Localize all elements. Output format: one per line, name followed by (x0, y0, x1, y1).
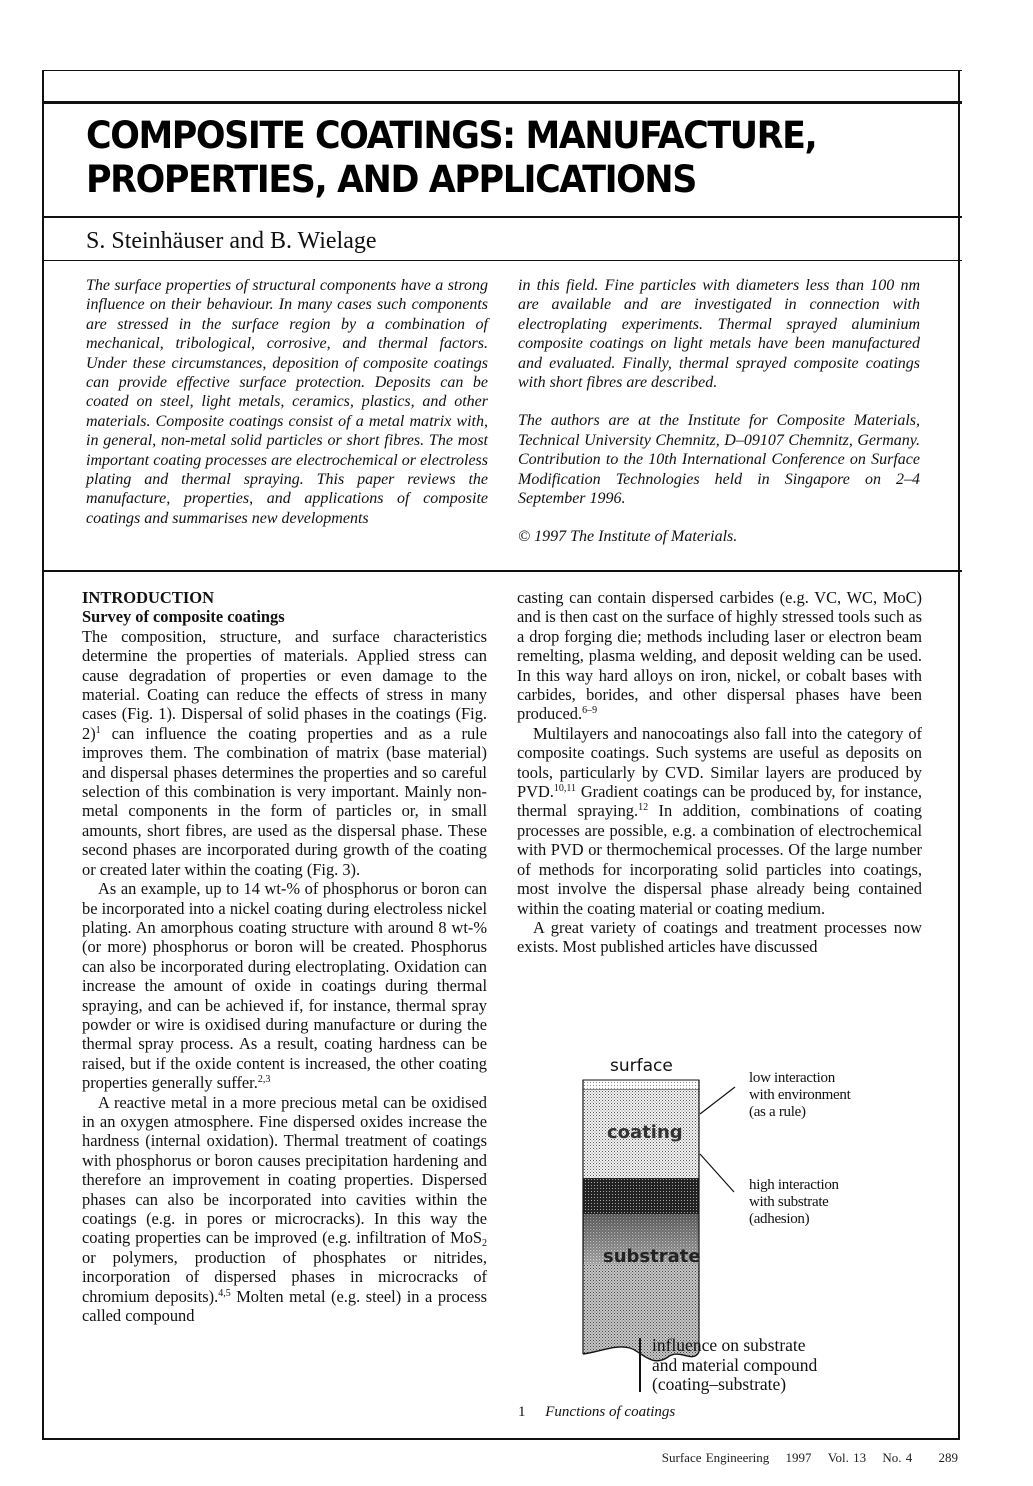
section-heading: INTRODUCTION (82, 588, 215, 607)
body-column-left (82, 588, 487, 1325)
author-affiliation: The authors are at the Institute for Composite Materials, Technical University Chemnitz, D–09107 Chemnitz, Germany. Contribution to the 10th International Conference on Surface Modification Technologies held in Singapore on 2–4 September 1996. (518, 412, 920, 508)
figure-caption (518, 1404, 675, 1421)
annotation-low-interaction: low interaction with environment (as a rule) (749, 1070, 851, 1120)
annotation-influence: influence on substrate and material compound (coating–substrate) (652, 1335, 818, 1394)
influence-bar (639, 1338, 641, 1392)
paragraph: A reactive metal in a more precious metal can be oxidised in an oxygen atmosphere. Fine dispersed oxides increase the hardness (internal oxidation). Thermal treatment of coatings with phosphorus or boron causes precipitation hardening and therefore an improvement in coating properties. Dispersed phases can also be incorporated into cavities within the coatings (e.g. in pores or microcracks). In this way the coating properties can be improved (e.g. infiltration of MoS$_2$ or polymers, production of phosphates or nitrides, incorporation of dispersed phases in microcracks of chromium deposits).$^{4,5}$ Molten metal (e.g. steel) in a process called compound (82, 1092, 487, 1326)
label-surface: surface (610, 1056, 673, 1076)
authors: S. Steinhäuser and B. Wielage (86, 228, 377, 254)
top-rule (42, 70, 962, 71)
paragraph: Multilayers and nanocoatings also fall into the category of composite coatings. Such systems are useful as deposits on tools, particularly by CVD. Similar layers are produced by PVD.$^{10,11}$ Gradient coatings can be produced by, for instance, thermal spraying.$^{12}$ In addition, combinations of coating processes are possible, e.g. a combination of electrochemical with PVD or thermochemical processes. Of the large number of methods for incorporating solid particles into coatings, most involve the dispersal phase already being contained within the coating material or coating medium. (517, 723, 923, 918)
abstract-continued: in this field. Fine particles with diameters less than 100 nm are available and are investigated in connection with electroplating experiments. Thermal sprayed aluminium composite coatings on light metals have been manufactured and evaluated. Finally, thermal sprayed composite coatings with short fibres are described. (518, 277, 920, 392)
pointer-line-high (700, 1154, 734, 1192)
label-coating: coating (607, 1122, 683, 1143)
surface-layer (583, 1080, 699, 1090)
copyright-notice: © 1997 The Institute of Materials. (518, 528, 738, 546)
annotation-high-interaction: high interaction with substrate (adhesion) (749, 1177, 839, 1227)
title-top-rule (42, 101, 962, 104)
pointer-line-low (700, 1087, 735, 1114)
journal-issue: No. 4 (882, 1450, 913, 1465)
page-number: 289 (938, 1450, 958, 1465)
reference-marker[interactable]: 1 (95, 724, 101, 736)
reference-marker[interactable]: 4,5 (218, 1287, 231, 1299)
reference-marker[interactable]: 6–9 (582, 705, 598, 717)
label-substrate: substrate (603, 1246, 701, 1267)
interface-layer (583, 1178, 699, 1214)
abstract-right (518, 276, 920, 547)
figure-number: 1 (518, 1404, 526, 1420)
reference-marker[interactable]: 10,11 (553, 783, 577, 795)
paragraph: casting can contain dispersed carbides (e.g. VC, WC, MoC) and is then cast on the surface of highly stressed tools such as a drop forging die; methods including laser or electron beam remelting, plasma welding, and deposit welding can be used. In this way hard alloys on iron, nickel, or cobalt bases with carbides, borides, and other dispersal phases have been produced.$^{6-9}$ (517, 588, 922, 724)
figure-caption-text: Functions of coatings (545, 1404, 676, 1420)
journal-volume: Vol. 13 (827, 1450, 867, 1465)
title-line-2: PROPERTIES, AND APPLICATIONS (86, 157, 696, 201)
body-column-right (517, 588, 922, 957)
article-title (86, 113, 886, 201)
page-footer (662, 1450, 958, 1466)
figure-1 (560, 1052, 900, 1402)
author-bottom-rule (42, 260, 962, 261)
journal-year: 1997 (785, 1450, 812, 1465)
abstract-bottom-rule (42, 570, 962, 572)
abstract-left: The surface properties of structural components have a strong influence on their behaviour. In many cases such components are stressed in the surface region by a combination of mechanical, tribological, corrosive, and thermal factors. Under these circumstances, deposition of composite coatings can provide effective surface protection. Deposits can be coated on steel, light metals, ceramics, plastics, and other materials. Composite coatings consist of a metal matrix with, in general, non-metal solid particles or short fibres. The most important coating processes are electrochemical or electroless plating and thermal spraying. This paper reviews the manufacture, properties, and applications of composite coatings and summarises new developments (86, 277, 488, 527)
title-line-1: COMPOSITE COATINGS: MANUFACTURE, (86, 113, 817, 157)
reference-marker[interactable]: 2,3 (257, 1074, 271, 1086)
paragraph: The composition, structure, and surface characteristics determine the properties of materials. Applied stress can cause degradation of properties or even damage to the material. Coating can reduce the effects of stress in many cases (Fig. 1). Dispersal of solid phases in the coatings (Fig. 2)$^1$ can influence the coating properties and as a rule improves them. The combination of matrix (base material) and dispersal phases determines the properties and so careful selection of this combination is very important. Mainly non-metal components in the form of particles or, in small amounts, short fibres, are used as the dispersal phase. These second phases are incorporated during growth of the coating or created later within the coating (Fig. 3). (82, 626, 487, 879)
title-bottom-rule (42, 216, 962, 218)
journal-name: Surface Engineering (661, 1450, 770, 1465)
paragraph: A great variety of coatings and treatment processes now exists. Most published articles have discussed (517, 917, 922, 957)
paragraph: As an example, up to 14 wt-% of phosphorus or boron can be incorporated into a nickel coating during electroless nickel plating. An amorphous coating structure with around 8 wt-% (or more) phosphorus or boron will be created. Phosphorus can also be incorporated during electroplating. Oxidation can increase the amount of oxide in coatings during thermal spraying, and can be achieved if, for instance, thermal spray powder or wire is oxidised during manufacture or during the thermal spray process. As a result, coating hardness can be raised, but if the oxide content is increased, the other coating properties generally suffer.$^{2,3}$ (82, 879, 487, 1093)
reference-marker[interactable]: 12 (638, 802, 649, 814)
subsection-heading: Survey of composite coatings (82, 607, 285, 627)
